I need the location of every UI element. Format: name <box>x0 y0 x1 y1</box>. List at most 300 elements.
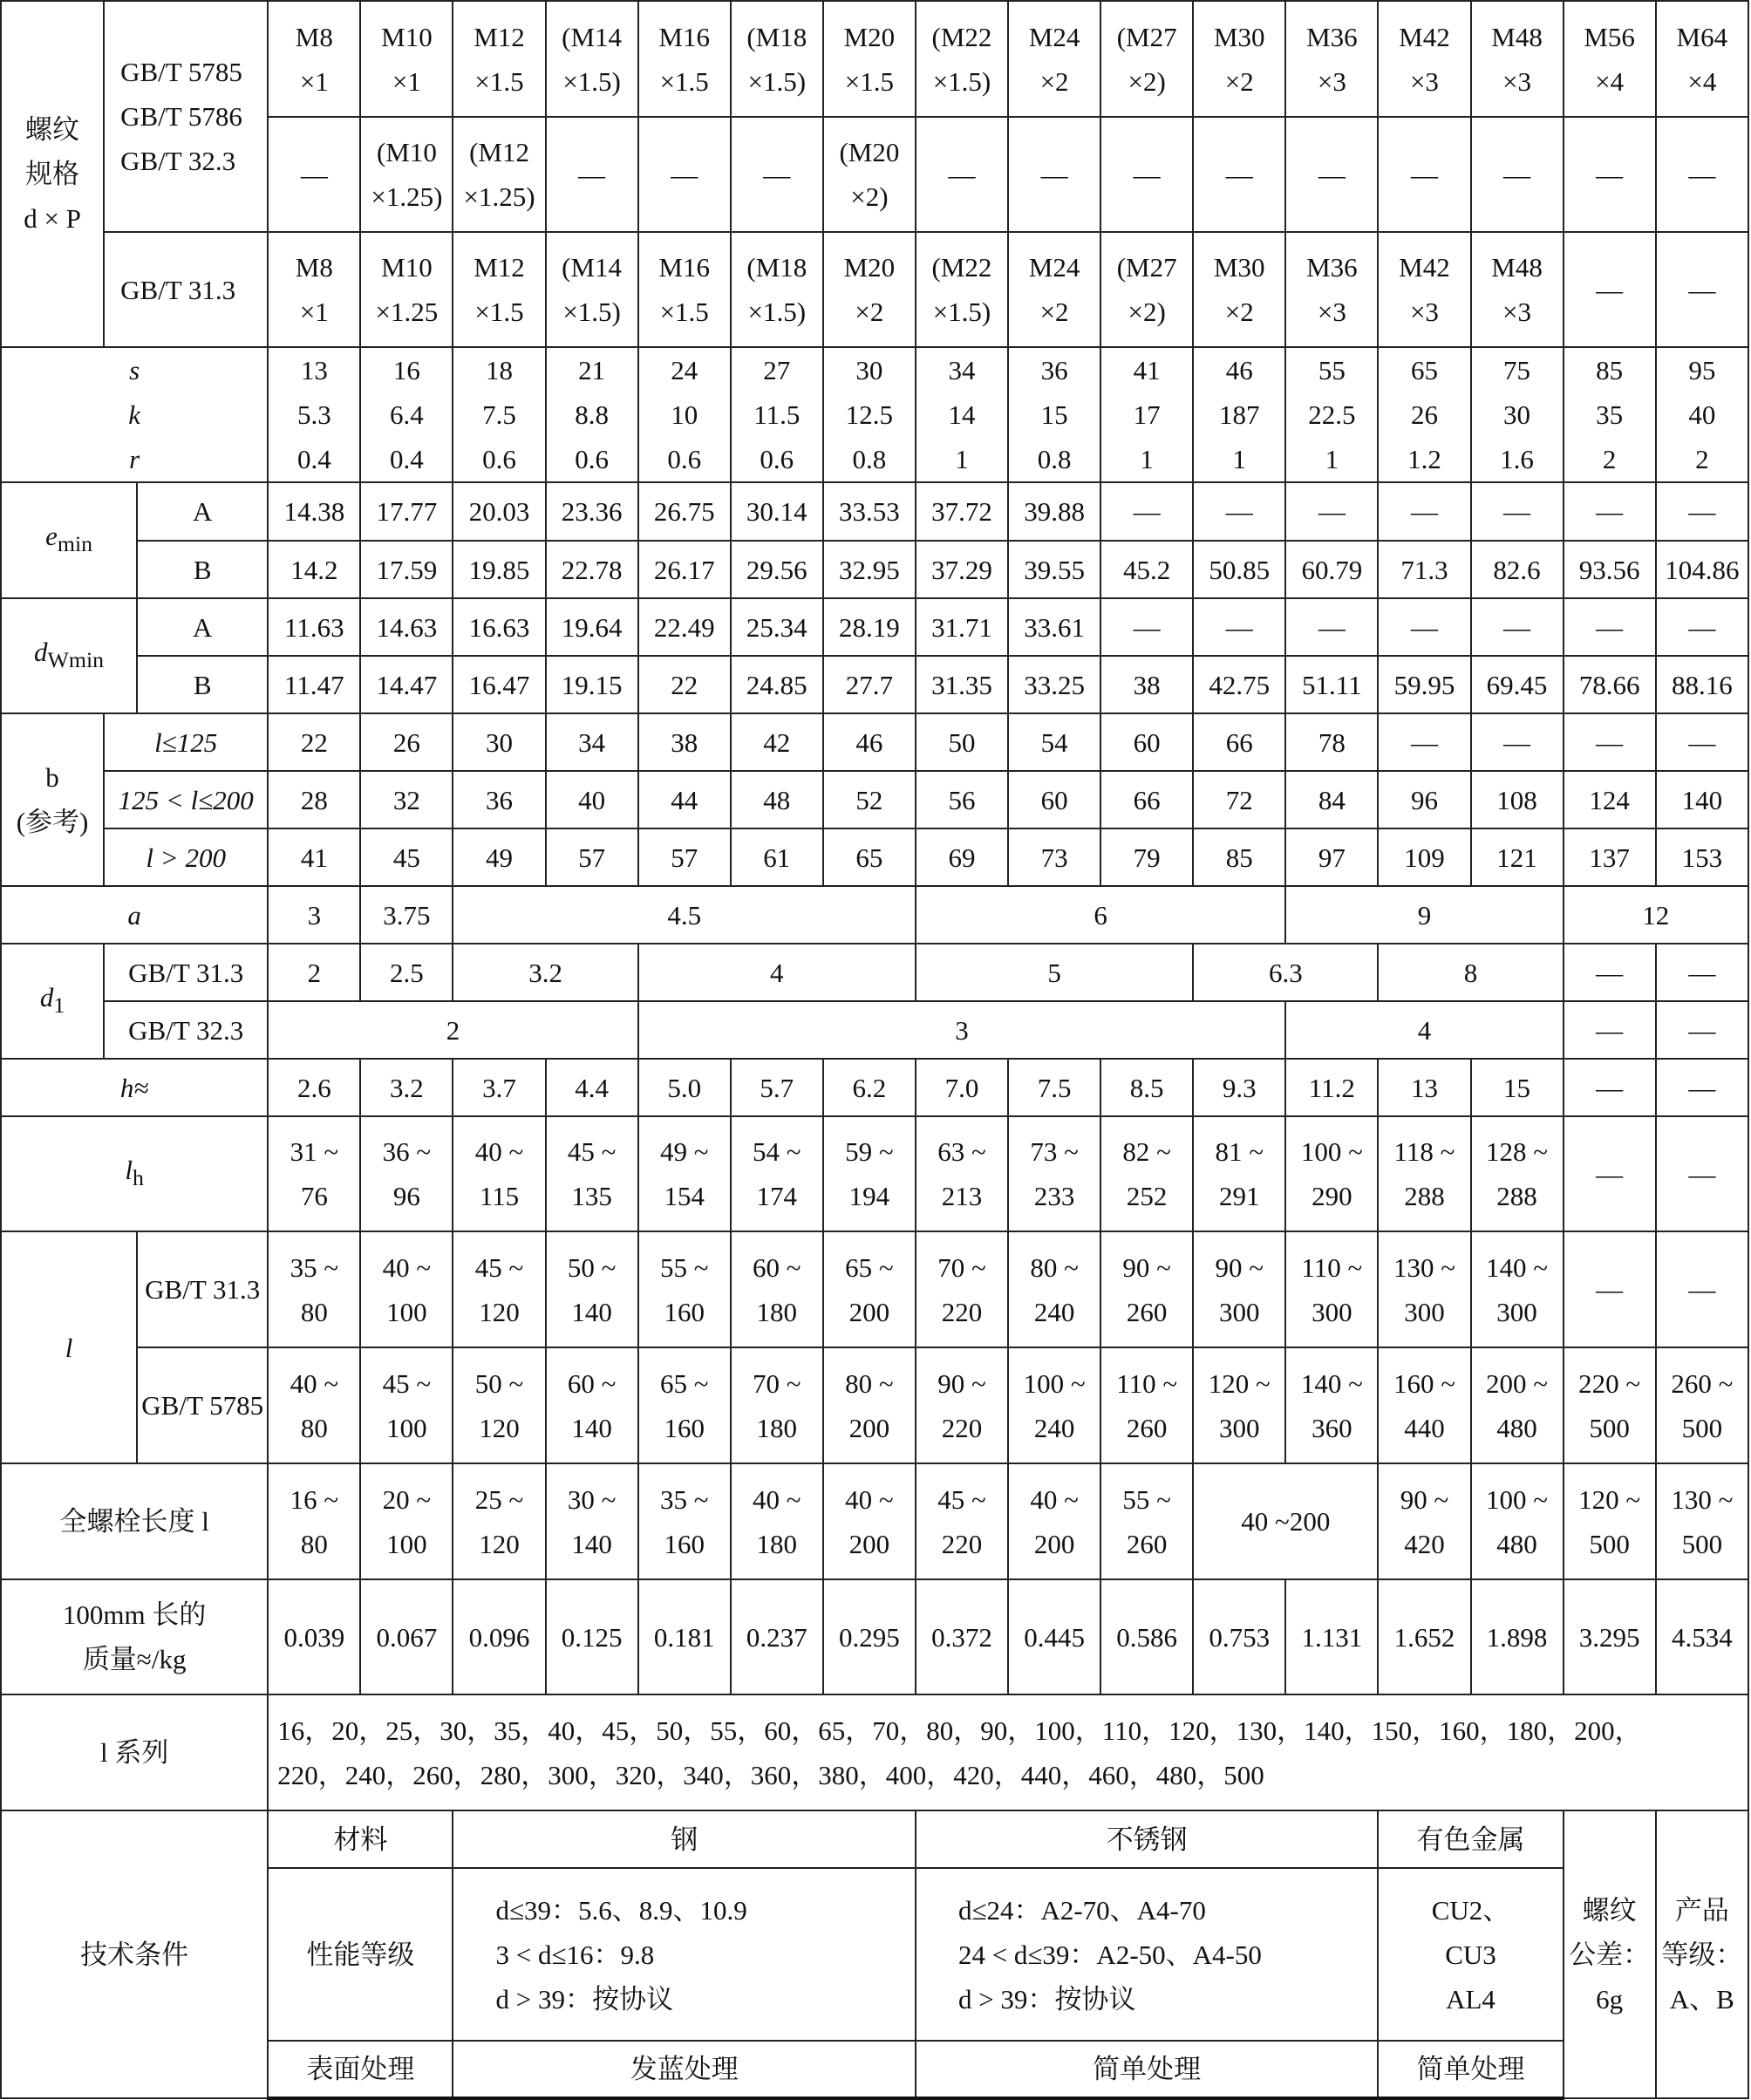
l-range-cell: 70 ~ 220 <box>916 1231 1008 1347</box>
a-label: a <box>1 886 268 944</box>
mass-cell: 0.753 <box>1193 1579 1285 1694</box>
thread-spec-cell: M24 ×2 <box>1008 1 1100 117</box>
e-min-cell: — <box>1193 482 1285 541</box>
b-ref-cell: 60 <box>1008 771 1100 828</box>
mass-cell: 4.534 <box>1656 1579 1748 1694</box>
tech-material-label: 材料 <box>268 1810 453 1868</box>
h-cell: 8.5 <box>1100 1059 1193 1116</box>
l-range-cell: 40 ~ 100 <box>360 1231 453 1347</box>
skr-cell: 46 187 1 <box>1193 347 1285 482</box>
b-ref-cell: 45 <box>360 828 453 886</box>
b-ref-cell: 97 <box>1285 828 1378 886</box>
thread-spec-cell: — <box>1008 117 1100 232</box>
e-min-cell: 14.2 <box>268 541 360 598</box>
lh-cell: 31 ~ 76 <box>268 1116 360 1231</box>
h-cell: 6.2 <box>823 1059 916 1116</box>
e-min-cell: 29.56 <box>731 541 823 598</box>
full-bolt-cell: 20 ~ 100 <box>360 1463 453 1579</box>
thread-spec-cell: — <box>1471 117 1564 232</box>
thread-spec-cell: — <box>916 117 1008 232</box>
thread-spec-cell: — <box>1100 117 1193 232</box>
b-ref-cell: 60 <box>1100 713 1193 771</box>
full-bolt-cell: 40 ~ 200 <box>823 1463 916 1579</box>
e-min-cell: 30.14 <box>731 482 823 541</box>
l-range-cell: 45 ~ 120 <box>453 1231 545 1347</box>
b-ref-cell: 79 <box>1100 828 1193 886</box>
thread-spec-cell: M30 ×2 <box>1193 1 1285 117</box>
skr-cell: 18 7.5 0.6 <box>453 347 545 482</box>
l-range-cell: 35 ~ 80 <box>268 1231 360 1347</box>
h-cell: 3.7 <box>453 1059 545 1116</box>
dw-min-cell: 16.63 <box>453 598 545 656</box>
l-range-cell: 40 ~ 80 <box>268 1347 360 1463</box>
e-min-cell: — <box>1100 482 1193 541</box>
e-min-cell: — <box>1471 482 1564 541</box>
dw-min-cell: 42.75 <box>1193 656 1285 713</box>
l-range-cell: 90 ~ 300 <box>1193 1231 1285 1347</box>
b-ref-cell: 54 <box>1008 713 1100 771</box>
a-cell: 4.5 <box>453 886 915 944</box>
l-std-31: GB/T 31.3 <box>137 1231 268 1347</box>
mass-cell: 1.131 <box>1285 1579 1378 1694</box>
l-range-cell: 110 ~ 300 <box>1285 1231 1378 1347</box>
mass-cell: 0.181 <box>638 1579 731 1694</box>
lh-cell: — <box>1564 1116 1656 1231</box>
thread-spec-cell: — <box>1193 117 1285 232</box>
thread-spec-cell: M16 ×1.5 <box>638 1 731 117</box>
l-range-cell: 90 ~ 220 <box>916 1347 1008 1463</box>
skr-labels: s k r <box>1 347 268 482</box>
e-min-cell: 37.72 <box>916 482 1008 541</box>
d1-cell: 4 <box>1285 1001 1563 1059</box>
skr-cell: 34 14 1 <box>916 347 1008 482</box>
dw-min-cell: 11.47 <box>268 656 360 713</box>
e-min-cell: 26.17 <box>638 541 731 598</box>
dw-min-cell: 51.11 <box>1285 656 1378 713</box>
d1-cell: 2 <box>268 944 360 1001</box>
l-range-cell: 60 ~ 140 <box>546 1347 638 1463</box>
e-min-cell: 23.36 <box>546 482 638 541</box>
l-label: l <box>1 1231 137 1463</box>
b-ref-cell: 50 <box>916 713 1008 771</box>
h-cell: 3.2 <box>360 1059 453 1116</box>
e-min-cell: 19.85 <box>453 541 545 598</box>
e-min-cell: 82.6 <box>1471 541 1564 598</box>
full-bolt-cell: 100 ~ 480 <box>1471 1463 1564 1579</box>
l-range-cell: 200 ~ 480 <box>1471 1347 1564 1463</box>
l-range-cell: 55 ~ 160 <box>638 1231 731 1347</box>
mass-cell: 0.237 <box>731 1579 823 1694</box>
thread-spec-cell: M42 ×3 <box>1378 232 1470 347</box>
a-cell: 3 <box>268 886 360 944</box>
thread-spec-cell: (M18 ×1.5) <box>731 232 823 347</box>
e-min-grade-b: B <box>137 541 268 598</box>
full-bolt-cell: 16 ~ 80 <box>268 1463 360 1579</box>
mass-cell: 0.067 <box>360 1579 453 1694</box>
b-ref-cell: 72 <box>1193 771 1285 828</box>
dw-min-cell: 33.61 <box>1008 598 1100 656</box>
thread-spec-cell: M20 ×1.5 <box>823 1 916 117</box>
b-ref-cell: 124 <box>1564 771 1656 828</box>
d1-cell: — <box>1656 1001 1748 1059</box>
b-ref-cell: 73 <box>1008 828 1100 886</box>
lh-cell: 81 ~ 291 <box>1193 1116 1285 1231</box>
thread-spec-cell: M10 ×1.25 <box>360 232 453 347</box>
thread-spec-cell: (M20 ×2) <box>823 117 916 232</box>
e-min-cell: 33.53 <box>823 482 916 541</box>
tech-stainless: 不锈钢 <box>916 1810 1378 1868</box>
mass-cell: 0.295 <box>823 1579 916 1694</box>
d1-cell: 2 <box>268 1001 637 1059</box>
lh-cell: 49 ~ 154 <box>638 1116 731 1231</box>
b-ref-cell: 140 <box>1656 771 1748 828</box>
thread-spec-cell: (M18 ×1.5) <box>731 1 823 117</box>
thread-spec-cell: — <box>638 117 731 232</box>
skr-cell: 21 8.8 0.6 <box>546 347 638 482</box>
b-ref-cell: 49 <box>453 828 545 886</box>
dw-min-grade-a: A <box>137 598 268 656</box>
thread-spec-cell: — <box>1378 117 1470 232</box>
b-ref-cell: 61 <box>731 828 823 886</box>
b-ref-cell: 22 <box>268 713 360 771</box>
e-min-cell: 17.59 <box>360 541 453 598</box>
b-ref-cell: 66 <box>1193 713 1285 771</box>
full-bolt-cell: 55 ~ 260 <box>1100 1463 1193 1579</box>
h-cell: 9.3 <box>1193 1059 1285 1116</box>
thread-spec-cell: M36 ×3 <box>1285 232 1378 347</box>
d1-cell: — <box>1564 944 1656 1001</box>
h-label: h≈ <box>1 1059 268 1116</box>
thread-spec-cell: — <box>1564 232 1656 347</box>
h-cell: 5.7 <box>731 1059 823 1116</box>
b-ref-cell: 65 <box>823 828 916 886</box>
dw-min-cell: 78.66 <box>1564 656 1656 713</box>
e-min-cell: — <box>1656 482 1748 541</box>
full-bolt-cell: 45 ~ 220 <box>916 1463 1008 1579</box>
dw-min-cell: 28.19 <box>823 598 916 656</box>
thread-spec-cell: M20 ×2 <box>823 232 916 347</box>
tech-label: 技术条件 <box>1 1810 268 2098</box>
l-series-label: l 系列 <box>1 1694 268 1810</box>
thread-spec-cell: (M12 ×1.25) <box>453 117 545 232</box>
l-series-values: 16，20，25，30，35，40，45，50，55，60，65，70，80，90，100，110，120，130，140，150，160，180，200， 220，240，260，280，300，320，340，360，380，400，420，440，460，480，500 <box>268 1694 1748 1810</box>
d1-std-31: GB/T 31.3 <box>104 944 268 1001</box>
lh-sub: h <box>132 1165 144 1191</box>
l-range-cell: — <box>1656 1231 1748 1347</box>
tech-nonferrous-perf: CU2、 CU3 AL4 <box>1378 1868 1563 2041</box>
mass-cell: 1.898 <box>1471 1579 1564 1694</box>
thread-std-c-label: GB/T 31.3 <box>104 232 268 347</box>
l-range-cell: 220 ~ 500 <box>1564 1347 1656 1463</box>
dw-min-cell: 14.47 <box>360 656 453 713</box>
thread-spec-cell: M48 ×3 <box>1471 232 1564 347</box>
e-min-grade-a: A <box>137 482 268 541</box>
d1-std-32: GB/T 32.3 <box>104 1001 268 1059</box>
e-min-cell: 60.79 <box>1285 541 1378 598</box>
thread-spec-cell: M64 ×4 <box>1656 1 1748 117</box>
thread-spec-cell: (M10 ×1.25) <box>360 117 453 232</box>
mass-cell: 0.125 <box>546 1579 638 1694</box>
e-min-cell: 93.56 <box>1564 541 1656 598</box>
tech-nonferrous: 有色金属 <box>1378 1810 1563 1868</box>
dw-min-cell: 33.25 <box>1008 656 1100 713</box>
e-min-label: $e_{min}$ <box>1 482 137 598</box>
b-ref-cell: 108 <box>1471 771 1564 828</box>
skr-cell: 16 6.4 0.4 <box>360 347 453 482</box>
table-body <box>1 1 1748 2098</box>
l-range-cell: 70 ~ 180 <box>731 1347 823 1463</box>
b-ref-cell: 34 <box>546 713 638 771</box>
tech-nonferrous-surface: 简单处理 <box>1378 2041 1563 2098</box>
thread-spec-cell: M24 ×2 <box>1008 232 1100 347</box>
e-min-cell: 37.29 <box>916 541 1008 598</box>
thread-spec-cell: — <box>268 117 360 232</box>
thread-spec-cell: M42 ×3 <box>1378 1 1470 117</box>
dw-min-label: $d_{Wmin}$ <box>1 598 137 713</box>
std-32-3: GB/T 32.3 <box>120 146 236 176</box>
full-bolt-cell: 40 ~200 <box>1193 1463 1378 1579</box>
d1-cell: — <box>1656 944 1748 1001</box>
lh-cell: 40 ~ 115 <box>453 1116 545 1231</box>
h-cell: 4.4 <box>546 1059 638 1116</box>
dw-min-cell: 27.7 <box>823 656 916 713</box>
b-ref-cell: 32 <box>360 771 453 828</box>
full-bolt-cell: 120 ~ 500 <box>1564 1463 1656 1579</box>
dw-min-cell: 25.34 <box>731 598 823 656</box>
dw-min-cell: 31.35 <box>916 656 1008 713</box>
d1-cell: — <box>1564 1001 1656 1059</box>
a-cell: 12 <box>1564 886 1748 944</box>
thread-spec-cell: (M27 ×2) <box>1100 232 1193 347</box>
b-cond-1: l≤125 <box>104 713 268 771</box>
skr-cell: 75 30 1.6 <box>1471 347 1564 482</box>
skr-cell: 30 12.5 0.8 <box>823 347 916 482</box>
full-bolt-cell: 90 ~ 420 <box>1378 1463 1470 1579</box>
thread-spec-cell: M56 ×4 <box>1564 1 1656 117</box>
dw-min-sub: Wmin <box>47 647 105 673</box>
dw-min-cell: 11.63 <box>268 598 360 656</box>
e-min-cell: — <box>1378 482 1470 541</box>
b-ref-cell: — <box>1471 713 1564 771</box>
dw-min-cell: 19.64 <box>546 598 638 656</box>
dw-min-cell: 88.16 <box>1656 656 1748 713</box>
dw-min-cell: 16.47 <box>453 656 545 713</box>
a-cell: 3.75 <box>360 886 453 944</box>
tech-thread-tolerance: 螺纹 公差： 6g <box>1564 1810 1656 2098</box>
l-range-cell: 45 ~ 100 <box>360 1347 453 1463</box>
lh-cell: 59 ~ 194 <box>823 1116 916 1231</box>
e-min-cell: 32.95 <box>823 541 916 598</box>
h-cell: 7.0 <box>916 1059 1008 1116</box>
d1-cell: 2.5 <box>360 944 453 1001</box>
thread-spec-cell: (M22 ×1.5) <box>916 1 1008 117</box>
b-ref-cell: 42 <box>731 713 823 771</box>
mass-cell: 0.586 <box>1100 1579 1193 1694</box>
lh-cell: 100 ~ 290 <box>1285 1116 1378 1231</box>
e-min-cell: 17.77 <box>360 482 453 541</box>
full-bolt-cell: 30 ~ 140 <box>546 1463 638 1579</box>
thread-spec-cell: M12 ×1.5 <box>453 232 545 347</box>
thread-spec-cell: (M14 ×1.5) <box>546 232 638 347</box>
dw-min-cell: 24.85 <box>731 656 823 713</box>
thread-spec-cell: M8 ×1 <box>268 1 360 117</box>
lh-cell: — <box>1656 1116 1748 1231</box>
mass-cell: 0.039 <box>268 1579 360 1694</box>
mass-cell: 0.372 <box>916 1579 1008 1694</box>
b-ref-cell: 46 <box>823 713 916 771</box>
lh-cell: 54 ~ 174 <box>731 1116 823 1231</box>
tech-surface-label: 表面处理 <box>268 2041 453 2098</box>
b-ref-cell: 38 <box>638 713 731 771</box>
l-range-cell: 90 ~ 260 <box>1100 1231 1193 1347</box>
l-range-cell: 160 ~ 440 <box>1378 1347 1470 1463</box>
b-ref-cell: 57 <box>546 828 638 886</box>
d1-cell: 5 <box>916 944 1193 1001</box>
l-range-cell: — <box>1564 1231 1656 1347</box>
l-range-cell: 110 ~ 260 <box>1100 1347 1193 1463</box>
b-ref-cell: 137 <box>1564 828 1656 886</box>
tech-stainless-surface: 简单处理 <box>916 2041 1378 2098</box>
l-range-cell: 50 ~ 120 <box>453 1347 545 1463</box>
skr-cell: 36 15 0.8 <box>1008 347 1100 482</box>
l-range-cell: 80 ~ 240 <box>1008 1231 1100 1347</box>
e-min-cell: 71.3 <box>1378 541 1470 598</box>
b-cond-2: 125 < l≤200 <box>104 771 268 828</box>
b-ref-cell: 121 <box>1471 828 1564 886</box>
h-cell: 5.0 <box>638 1059 731 1116</box>
dw-min-cell: 69.45 <box>1471 656 1564 713</box>
dw-min-cell: 19.15 <box>546 656 638 713</box>
skr-cell: 85 35 2 <box>1564 347 1656 482</box>
b-ref-cell: 96 <box>1378 771 1470 828</box>
l-range-cell: 120 ~ 300 <box>1193 1347 1285 1463</box>
thread-spec-cell: M36 ×3 <box>1285 1 1378 117</box>
skr-cell: 95 40 2 <box>1656 347 1748 482</box>
skr-cell: 27 11.5 0.6 <box>731 347 823 482</box>
thread-spec-cell: M10 ×1 <box>360 1 453 117</box>
l-range-cell: 100 ~ 240 <box>1008 1347 1100 1463</box>
b-ref-cell: 48 <box>731 771 823 828</box>
dw-min-cell: — <box>1656 598 1748 656</box>
thread-spec-cell: M16 ×1.5 <box>638 232 731 347</box>
e-min-cell: — <box>1564 482 1656 541</box>
b-ref-cell: 57 <box>638 828 731 886</box>
e-min-cell: 50.85 <box>1193 541 1285 598</box>
lh-cell: 36 ~ 96 <box>360 1116 453 1231</box>
mass-cell: 1.652 <box>1378 1579 1470 1694</box>
b-ref-cell: 69 <box>916 828 1008 886</box>
tech-product-grade: 产品 等级： A、B <box>1656 1810 1748 2098</box>
dw-min-cell: — <box>1193 598 1285 656</box>
d1-cell: 3 <box>638 1001 1286 1059</box>
b-ref-label: b (参考) <box>1 713 104 886</box>
dw-min-grade-b: B <box>137 656 268 713</box>
thread-spec-cell: M12 ×1.5 <box>453 1 545 117</box>
tech-stainless-perf: d≤24：A2-70、A4-70 24 < d≤39：A2-50、A4-50 d > 39：按协议 <box>916 1868 1378 2041</box>
h-cell: — <box>1564 1059 1656 1116</box>
lh-cell: 45 ~ 135 <box>546 1116 638 1231</box>
b-ref-cell: 30 <box>453 713 545 771</box>
lh-label: $l_h$ <box>1 1116 268 1231</box>
e-min-cell: 26.75 <box>638 482 731 541</box>
l-range-cell: 60 ~ 180 <box>731 1231 823 1347</box>
tech-steel: 钢 <box>453 1810 915 1868</box>
b-ref-cell: 84 <box>1285 771 1378 828</box>
a-cell: 6 <box>916 886 1285 944</box>
full-bolt-cell: 25 ~ 120 <box>453 1463 545 1579</box>
h-cell: 7.5 <box>1008 1059 1100 1116</box>
lh-cell: 82 ~ 252 <box>1100 1116 1193 1231</box>
thread-spec-cell: — <box>1656 117 1748 232</box>
thread-spec-cell: M30 ×2 <box>1193 232 1285 347</box>
dw-min-cell: 22 <box>638 656 731 713</box>
thread-spec-cell: — <box>1285 117 1378 232</box>
e-min-cell: 104.86 <box>1656 541 1748 598</box>
b-ref-cell: — <box>1378 713 1470 771</box>
full-bolt-label: 全螺栓长度 l <box>1 1463 268 1579</box>
h-cell: 11.2 <box>1285 1059 1378 1116</box>
full-bolt-cell: 130 ~ 500 <box>1656 1463 1748 1579</box>
thread-spec-label: 螺纹 规格 d × P <box>1 1 104 347</box>
a-cell: 9 <box>1285 886 1563 944</box>
h-cell: 2.6 <box>268 1059 360 1116</box>
mass-cell: 0.096 <box>453 1579 545 1694</box>
dw-min-cell: — <box>1564 598 1656 656</box>
mass-label: 100mm 长的 质量≈/kg <box>1 1579 268 1694</box>
thread-spec-cell: — <box>1656 232 1748 347</box>
l-range-cell: 140 ~ 360 <box>1285 1347 1378 1463</box>
skr-cell: 13 5.3 0.4 <box>268 347 360 482</box>
b-ref-cell: 66 <box>1100 771 1193 828</box>
e-min-cell: 45.2 <box>1100 541 1193 598</box>
e-min-sub: min <box>57 531 93 557</box>
e-min-cell: 14.38 <box>268 482 360 541</box>
dw-min-cell: 38 <box>1100 656 1193 713</box>
l-range-cell: 130 ~ 300 <box>1378 1231 1470 1347</box>
dw-min-cell: — <box>1471 598 1564 656</box>
b-ref-cell: — <box>1656 713 1748 771</box>
dw-min-cell: — <box>1285 598 1378 656</box>
thread-spec-cell: (M22 ×1.5) <box>916 232 1008 347</box>
dw-min-cell: 59.95 <box>1378 656 1470 713</box>
skr-cell: 41 17 1 <box>1100 347 1193 482</box>
b-ref-cell: 78 <box>1285 713 1378 771</box>
thread-spec-cell: — <box>546 117 638 232</box>
e-min-cell: 22.78 <box>546 541 638 598</box>
l-range-cell: 65 ~ 200 <box>823 1231 916 1347</box>
b-ref-cell: 28 <box>268 771 360 828</box>
b-cond-3: l > 200 <box>104 828 268 886</box>
dw-min-cell: — <box>1378 598 1470 656</box>
thread-std-a-label <box>104 1 268 232</box>
b-ref-cell: — <box>1564 713 1656 771</box>
l-range-cell: 65 ~ 160 <box>638 1347 731 1463</box>
d1-sub: 1 <box>53 992 65 1019</box>
e-min-cell: 20.03 <box>453 482 545 541</box>
dw-min-cell: 14.63 <box>360 598 453 656</box>
lh-cell: 63 ~ 213 <box>916 1116 1008 1231</box>
h-cell: 15 <box>1471 1059 1564 1116</box>
e-min-cell: 39.88 <box>1008 482 1100 541</box>
h-cell: — <box>1656 1059 1748 1116</box>
full-bolt-cell: 35 ~ 160 <box>638 1463 731 1579</box>
d1-cell: 4 <box>638 944 916 1001</box>
thread-spec-cell: M48 ×3 <box>1471 1 1564 117</box>
b-ref-cell: 52 <box>823 771 916 828</box>
skr-cell: 24 10 0.6 <box>638 347 731 482</box>
thread-spec-cell: (M14 ×1.5) <box>546 1 638 117</box>
full-bolt-cell: 40 ~ 180 <box>731 1463 823 1579</box>
